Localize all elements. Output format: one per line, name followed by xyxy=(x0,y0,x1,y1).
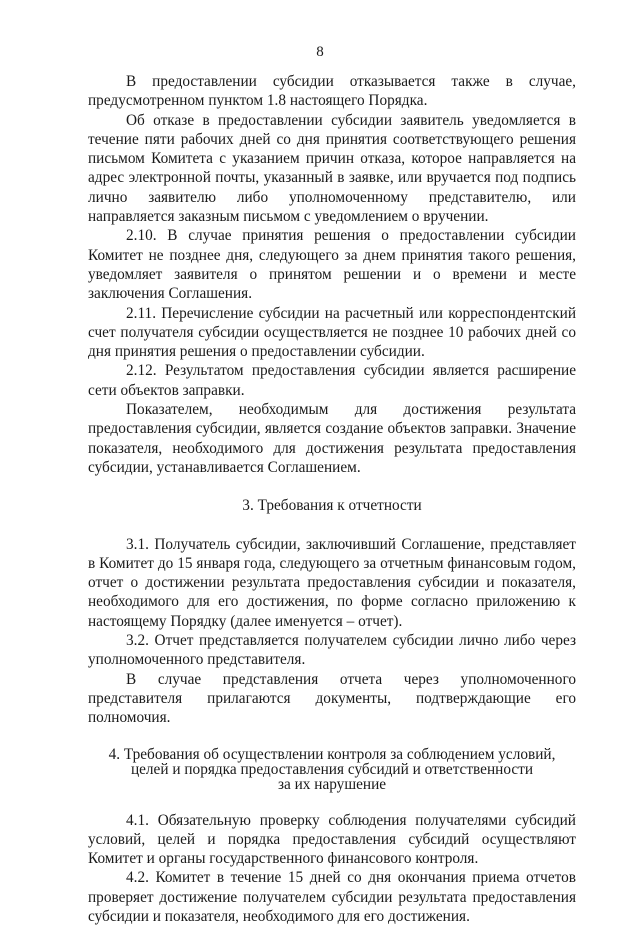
section-heading xyxy=(88,747,576,792)
paragraph: 3.2. Отчет представляется получателем субсидии лично либо через уполномоченного представителя. xyxy=(88,632,576,669)
paragraph: В случае представления отчета через уполномоченного представителя прилагаются документы, подтверждающие его полномочия. xyxy=(88,670,576,727)
paragraph: Показателем, необходимым для достижения результата предоставления субсидии, является создание объектов заправки. Значение показателя, необходимого для достижения результата предоставления субсидии, устанавливается Соглашением. xyxy=(88,401,576,476)
paragraph: 2.10. В случае принятия решения о предоставлении субсидии Комитет не позднее дня, следующего за днем принятия такого решения, уведомляет заявителя о принятом решении и о времени и месте заключения Соглашения. xyxy=(88,227,576,303)
paragraph: В предоставлении субсидии отказывается также в случае, предусмотренном пунктом 1.8 настоящего Порядка. xyxy=(88,73,576,110)
section-heading-line: целей и порядка предоставления субсидий и ответственности xyxy=(130,760,534,778)
paragraph: 2.12. Результатом предоставления субсидии является расширение сети объектов заправки. xyxy=(88,362,576,399)
page-number: 8 xyxy=(316,44,324,60)
section-heading-line: 4. Требования об осуществлении контроля за соблюдением условий, xyxy=(108,745,556,763)
section-heading-line: за их нарушение xyxy=(277,775,387,793)
paragraph: Об отказе в предоставлении субсидии заявитель уведомляется в течение пяти рабочих дней со дня принятия соответствующего решения письмом Комитета с указанием причин отказа, которое направляется на адрес электронной почты, указанный в заявке, или вручается под подпись лично заявителю либо уполномоченному представителю, или направляется заказным письмом с уведомлением о вручении. xyxy=(88,111,576,226)
section-heading: 3. Требования к отчетности xyxy=(242,497,422,515)
paragraph: 3.1. Получатель субсидии, заключивший Соглашение, представляет в Комитет до 15 января года, следующего за отчетным финансовым годом, отчет о достижении результата предоставления субсидии и показателя, необходимого для его достижения, по форме согласно приложению к настоящему Порядку (далее именуется – отчет). xyxy=(88,535,576,630)
paragraph: 4.2. Комитет в течение 15 дней со дня окончания приема отчетов проверяет достижение получателем субсидии результата предоставления субсидии и показателя, необходимого для его достижения. xyxy=(88,869,576,925)
paragraph: 4.1. Обязательную проверку соблюдения получателями субсидий условий, целей и порядка предоставления субсидий осуществляют Комитет и органы государственного финансового контроля. xyxy=(88,811,576,868)
paragraph: 2.11. Перечисление субсидии на расчетный или корреспондентский счет получателя субсидии осуществляется не позднее 10 рабочих дней со дня принятия решения о предоставлении субсидии. xyxy=(88,304,576,361)
document-body xyxy=(88,72,576,926)
